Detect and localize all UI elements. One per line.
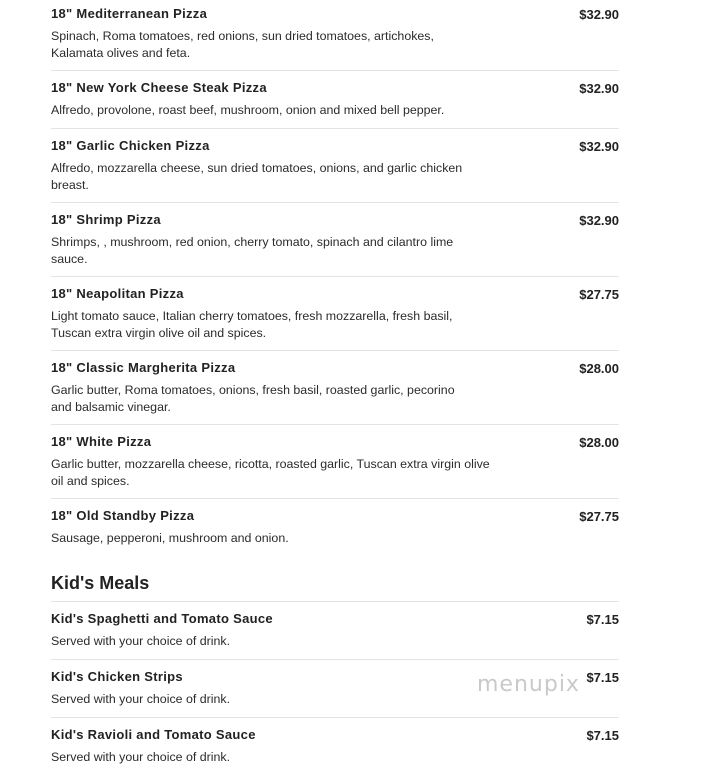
item-description: Light tomato sauce, Italian cherry tomatoes, fresh mozzarella, fresh basil, Tuscan extra virgin olive oil and spices. — [51, 309, 453, 340]
item-description: Served with your choice of drink. — [51, 634, 231, 648]
item-price: $7.15 — [586, 670, 619, 685]
item-description: Garlic butter, Roma tomatoes, onions, fresh basil, roasted garlic, pecorino and balsamic vinegar. — [51, 383, 455, 414]
menu-item — [51, 80, 619, 129]
menu-item — [51, 6, 619, 71]
item-price: $32.90 — [579, 213, 619, 228]
item-price: $28.00 — [579, 361, 619, 376]
menu-item — [51, 286, 619, 351]
item-description: Alfredo, mozzarella cheese, sun dried tomatoes, onions, and garlic chicken breast. — [51, 161, 463, 192]
item-description: Spinach, Roma tomatoes, red onions, sun dried tomatoes, artichokes, Kalamata olives and feta. — [51, 29, 434, 60]
item-description: Alfredo, provolone, roast beef, mushroom, onion and mixed bell pepper. — [51, 103, 445, 117]
item-description: Shrimps, , mushroom, red onion, cherry tomato, spinach and cilantro lime sauce. — [51, 235, 454, 266]
menu-item — [51, 138, 619, 203]
item-price: $28.00 — [579, 435, 619, 450]
item-price: $7.15 — [586, 728, 619, 743]
item-name: 18" Classic Margherita Pizza — [51, 360, 236, 375]
item-name: Kid's Ravioli and Tomato Sauce — [51, 727, 256, 742]
menu-item — [51, 434, 619, 499]
item-price: $27.75 — [579, 509, 619, 524]
item-description: Garlic butter, mozzarella cheese, ricotta, roasted garlic, Tuscan extra virgin olive oil and spices. — [51, 457, 490, 488]
menu-item — [51, 212, 619, 277]
item-name: 18" Neapolitan Pizza — [51, 286, 184, 301]
item-description: Served with your choice of drink. — [51, 692, 231, 706]
item-name: Kid's Chicken Strips — [51, 669, 183, 684]
menu-item — [51, 508, 619, 553]
item-description: Sausage, pepperoni, mushroom and onion. — [51, 531, 289, 545]
menu-item — [51, 727, 619, 772]
item-name: 18" White Pizza — [51, 434, 152, 449]
item-price: $32.90 — [579, 139, 619, 154]
item-price: $32.90 — [579, 81, 619, 96]
item-price: $27.75 — [579, 287, 619, 302]
item-name: 18" Mediterranean Pizza — [51, 6, 208, 21]
item-name: 18" Old Standby Pizza — [51, 508, 195, 523]
menu-item — [51, 360, 619, 425]
item-description: Served with your choice of drink. — [51, 750, 231, 764]
item-name: 18" New York Cheese Steak Pizza — [51, 80, 267, 95]
item-name: 18" Garlic Chicken Pizza — [51, 138, 210, 153]
section-title-kids-meals: Kid's Meals — [51, 573, 150, 593]
item-name: 18" Shrimp Pizza — [51, 212, 161, 227]
section-divider — [51, 601, 619, 602]
menu-item — [51, 611, 619, 660]
item-price: $32.90 — [579, 7, 619, 22]
item-name: Kid's Spaghetti and Tomato Sauce — [51, 611, 273, 626]
item-price: $7.15 — [586, 612, 619, 627]
menupix-watermark: menupix — [477, 672, 580, 697]
